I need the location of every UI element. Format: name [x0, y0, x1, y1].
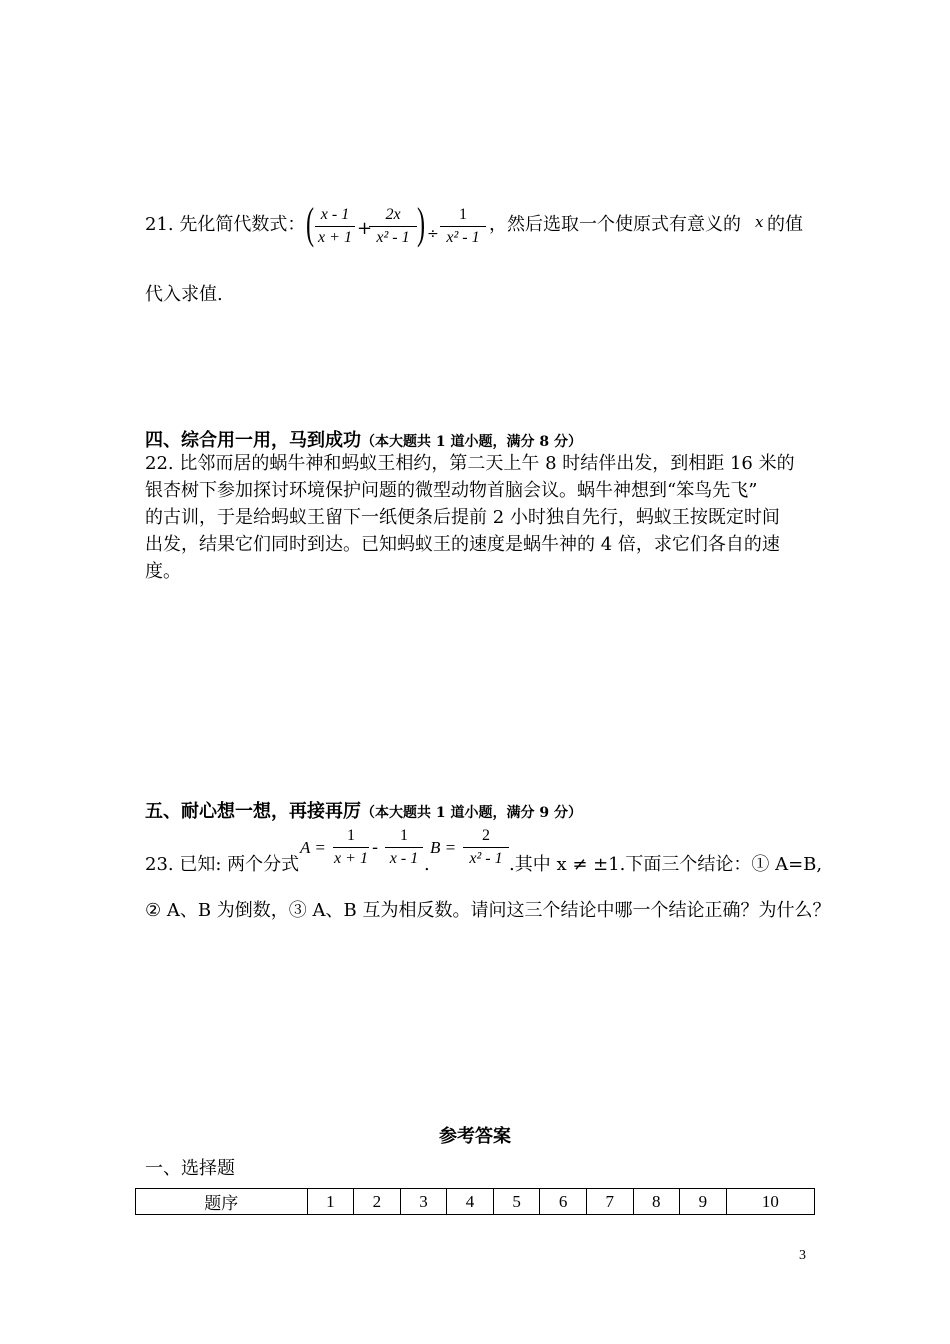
table-cell: 6 — [540, 1189, 587, 1215]
q21-frac3-numerator: 1 — [459, 206, 467, 223]
q21-frac1-denominator: x + 1 — [318, 229, 352, 246]
section5-note: （本大题共 1 道小题，满分 9 分） — [361, 805, 582, 821]
q23-prefix: 23. 已知: 两个分式 — [145, 854, 300, 875]
q23-A-frac1-numerator: 1 — [347, 827, 355, 844]
answers-section: 一、选择题 — [145, 1158, 235, 1179]
q22-line-3: 的古训，于是给蚂蚁王留下一纸便条后提前 2 小时独自先行，蚂蚁王按既定时间 — [145, 507, 780, 528]
table-cell: 1 — [307, 1189, 354, 1215]
q23-A-lhs: A = — [300, 838, 326, 857]
table-cell: 2 — [354, 1189, 401, 1215]
section4-title: 四、综合用一用，马到成功 — [145, 430, 361, 451]
q21-frac3-denominator: x² - 1 — [446, 229, 480, 246]
table-cell: 9 — [680, 1189, 727, 1215]
q23-B-lhs: B = — [430, 838, 457, 857]
q23-suffix: .其中 x ≠ ±1.下面三个结论：① A=B, — [509, 854, 823, 875]
answer-table — [135, 1188, 815, 1215]
section5-heading — [145, 797, 582, 823]
q21-suffix-b: 的值 — [767, 214, 803, 235]
page-number: 3 — [799, 1248, 806, 1263]
q21-frac1-numerator: x - 1 — [320, 206, 350, 223]
section5-title: 五、耐心想一想，再接再厉 — [145, 801, 361, 822]
q22-line-2: 银杏树下参加探讨环境保护问题的微型动物首脑会议。蜗牛神想到“笨鸟先飞” — [145, 480, 758, 501]
section4-note: （本大题共 1 道小题，满分 8 分） — [361, 434, 582, 450]
table-cell: 7 — [586, 1189, 633, 1215]
q21-fraction-1 — [315, 205, 355, 248]
q21-variable: x — [755, 213, 764, 231]
q21-line-2: 代入求值. — [145, 284, 223, 305]
q21-plus: + — [357, 218, 373, 239]
table-cell: 8 — [633, 1189, 680, 1215]
q21-frac2-denominator: x² - 1 — [376, 229, 410, 246]
right-paren: ) — [417, 199, 426, 248]
q23-B-frac-numerator: 2 — [482, 827, 490, 844]
table-cell: 3 — [400, 1189, 447, 1215]
q21-fraction-3 — [440, 205, 486, 248]
q21-suffix-a: ，然后选取一个使原式有意义的 — [489, 214, 741, 235]
q23-A-fraction-1 — [333, 826, 369, 869]
q23-A-fraction-2 — [385, 826, 423, 869]
q21-divide: ÷ — [427, 226, 439, 242]
table-row — [136, 1189, 815, 1215]
q23-B-fraction — [463, 826, 509, 869]
q21-prefix: 21. 先化简代数式： — [145, 214, 306, 235]
q23-A-frac1-denominator: x + 1 — [334, 850, 368, 867]
q22-line-4: 出发，结果它们同时到达。已知蚂蚁王的速度是蜗牛神的 4 倍，求它们各自的速 — [145, 534, 780, 555]
q22-line-1: 22. 比邻而居的蜗牛神和蚂蚁王相约，第二天上午 8 时结伴出发，到相距 16 米的 — [145, 453, 795, 474]
answers-title: 参考答案 — [439, 1126, 511, 1147]
q23-dot: . — [424, 854, 430, 875]
table-cell: 题序 — [136, 1189, 308, 1215]
q23-A-frac2-numerator: 1 — [400, 827, 408, 844]
table-cell: 10 — [726, 1189, 814, 1215]
q21-frac2-numerator: 2x — [385, 206, 401, 223]
q22-line-5: 度。 — [145, 561, 181, 582]
table-cell: 5 — [493, 1189, 540, 1215]
q23-B-frac-denominator: x² - 1 — [469, 850, 503, 867]
q23-A-frac2-denominator: x - 1 — [389, 850, 419, 867]
q23-minus: - — [372, 837, 379, 858]
left-paren: ( — [306, 199, 315, 248]
q21-fraction-2 — [369, 205, 417, 248]
q23-line-2: ② A、B 为倒数，③ A、B 互为相反数。请问这三个结论中哪一个结论正确？为什么？ — [145, 900, 831, 921]
table-cell: 4 — [447, 1189, 494, 1215]
section4-heading — [145, 426, 582, 452]
